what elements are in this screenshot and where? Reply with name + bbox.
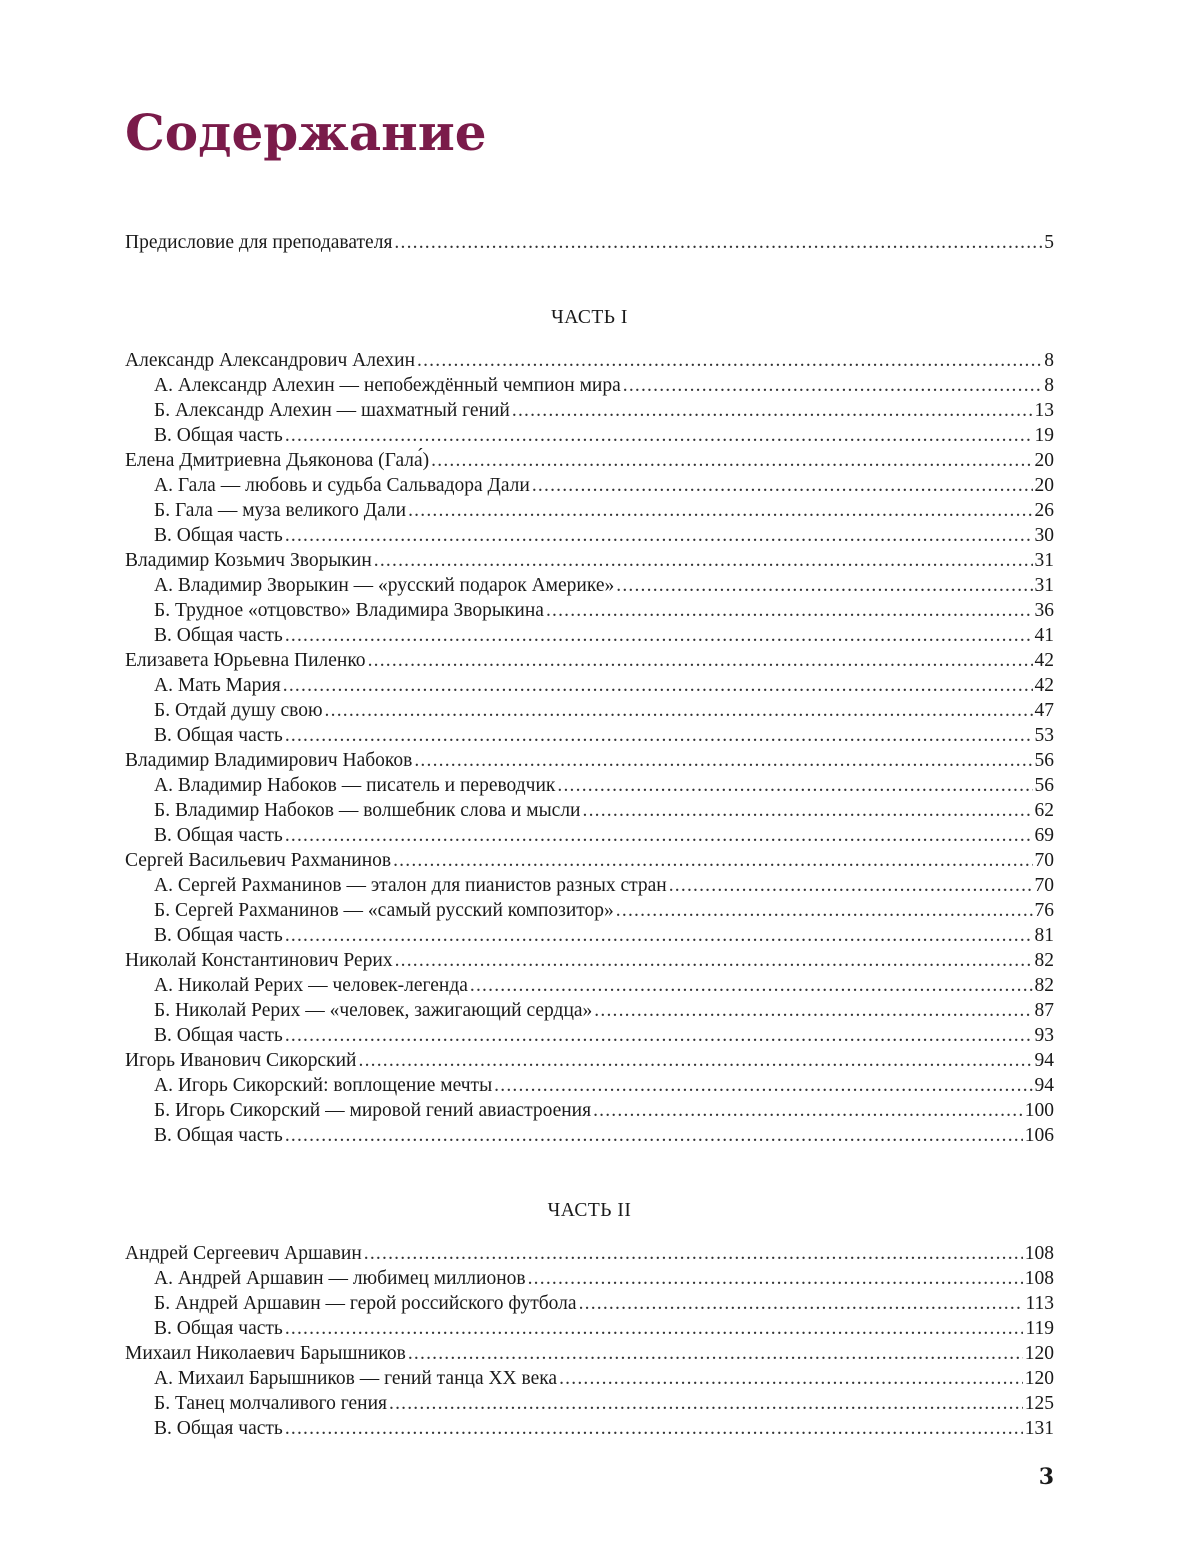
toc-entry[interactable] xyxy=(125,230,1054,255)
toc-entry-page: 31 xyxy=(1034,550,1054,571)
toc-leader-dots xyxy=(616,898,1033,923)
toc-subentry[interactable] xyxy=(125,823,1054,848)
toc-entry-label: Владимир Козьмич Зворыкин xyxy=(125,550,372,571)
toc-entry-label: Б. Владимир Набоков — волшебник слова и мысли xyxy=(154,800,581,821)
toc-leader-dots xyxy=(414,748,1032,773)
toc-entry[interactable] xyxy=(125,948,1054,973)
toc-entry-page: 106 xyxy=(1024,1125,1054,1146)
toc-leader-dots xyxy=(285,923,1033,948)
toc-entry-label: В. Общая часть xyxy=(154,725,283,746)
toc-entry-page: 30 xyxy=(1034,525,1054,546)
toc-entry-label: А. Александр Алехин — непобеждённый чемпион мира xyxy=(154,375,621,396)
part-2-heading: ЧАСТЬ II xyxy=(547,1200,632,1221)
toc-entry-label: А. Игорь Сикорский: воплощение мечты xyxy=(154,1075,493,1096)
toc-leader-dots xyxy=(359,1048,1033,1073)
toc-entry-label: Б. Отдай душу свою xyxy=(154,700,323,721)
toc-leader-dots xyxy=(431,448,1032,473)
toc-leader-dots xyxy=(285,423,1033,448)
toc-entry-label: Андрей Сергеевич Аршавин xyxy=(125,1243,362,1264)
toc-entry-label: В. Общая часть xyxy=(154,1418,283,1439)
toc-subentry[interactable] xyxy=(125,1123,1054,1148)
toc-entry-page: 42 xyxy=(1034,650,1054,671)
toc-entry[interactable] xyxy=(125,448,1054,473)
toc-leader-dots xyxy=(394,230,1042,255)
toc-leader-dots xyxy=(579,1291,1024,1316)
toc-entry-label: Александр Александрович Алехин xyxy=(125,350,416,371)
toc-entry-page: 20 xyxy=(1034,475,1054,496)
toc-entry-page: 42 xyxy=(1034,675,1054,696)
page-number: 3 xyxy=(1038,1464,1054,1490)
toc-leader-dots xyxy=(528,1266,1023,1291)
toc-leader-dots xyxy=(395,948,1033,973)
toc-leader-dots xyxy=(285,1316,1024,1341)
toc-entry-label: В. Общая часть xyxy=(154,1025,283,1046)
toc-subentry[interactable] xyxy=(125,698,1054,723)
toc-entry-page: 131 xyxy=(1024,1418,1054,1439)
toc-leader-dots xyxy=(557,773,1032,798)
toc-entry-page: 19 xyxy=(1034,425,1054,446)
toc-subentry[interactable] xyxy=(125,573,1054,598)
toc-entry-label: Б. Танец молчаливого гения xyxy=(154,1393,387,1414)
toc-entry-label: В. Общая часть xyxy=(154,625,283,646)
toc-leader-dots xyxy=(285,723,1033,748)
toc-entry-page: 70 xyxy=(1034,850,1054,871)
toc-subentry[interactable] xyxy=(125,1416,1054,1441)
toc-entry-label: Елена Дмитриевна Дьяконова (Гала́) xyxy=(125,450,430,471)
toc-entry-label: А. Сергей Рахманинов — эталон для пианистов разных стран xyxy=(154,875,667,896)
part-2-toc-list xyxy=(125,1241,1054,1441)
toc-entry-label: Елизавета Юрьевна Пиленко xyxy=(125,650,366,671)
toc-subentry[interactable] xyxy=(125,373,1054,398)
toc-subentry[interactable] xyxy=(125,1366,1054,1391)
toc-entry-page: 41 xyxy=(1034,625,1054,646)
page-title: Содержание xyxy=(125,103,487,162)
toc-entry-page: 94 xyxy=(1034,1075,1054,1096)
toc-leader-dots xyxy=(669,873,1033,898)
toc-leader-dots xyxy=(512,398,1033,423)
toc-subentry[interactable] xyxy=(125,523,1054,548)
toc-entry-page: 87 xyxy=(1034,1000,1054,1021)
toc-leader-dots xyxy=(559,1366,1023,1391)
toc-entry-label: Б. Трудное «отцовство» Владимира Зворыкина xyxy=(154,600,544,621)
toc-leader-dots xyxy=(325,698,1033,723)
toc-entry-page: 5 xyxy=(1044,232,1054,253)
toc-entry-page: 120 xyxy=(1024,1343,1054,1364)
toc-subentry[interactable] xyxy=(125,1098,1054,1123)
toc-entry-page: 108 xyxy=(1024,1243,1054,1264)
toc-entry-page: 82 xyxy=(1034,975,1054,996)
toc-entry-page: 70 xyxy=(1034,875,1054,896)
toc-leader-dots xyxy=(616,573,1032,598)
toc-leader-dots xyxy=(417,348,1042,373)
toc-subentry[interactable] xyxy=(125,423,1054,448)
toc-leader-dots xyxy=(389,1391,1023,1416)
toc-entry[interactable] xyxy=(125,548,1054,573)
toc-subentry[interactable] xyxy=(125,623,1054,648)
toc-leader-dots xyxy=(583,798,1033,823)
toc-entry-label: В. Общая часть xyxy=(154,925,283,946)
toc-entry-label: Б. Николай Рерих — «человек, зажигающий сердца» xyxy=(154,1000,593,1021)
toc-entry-label: Владимир Владимирович Набоков xyxy=(125,750,413,771)
part-1-toc-list xyxy=(125,348,1054,1148)
toc-subentry[interactable] xyxy=(125,473,1054,498)
toc-entry-label: Б. Игорь Сикорский — мировой гений авиастроения xyxy=(154,1100,592,1121)
toc-leader-dots xyxy=(408,1341,1023,1366)
toc-leader-dots xyxy=(623,373,1043,398)
toc-entry[interactable] xyxy=(125,1341,1054,1366)
toc-leader-dots xyxy=(285,823,1033,848)
toc-leader-dots xyxy=(393,848,1032,873)
toc-entry[interactable] xyxy=(125,1241,1054,1266)
toc-entry-label: А. Михаил Барышников — гений танца XX века xyxy=(154,1368,558,1389)
toc-leader-dots xyxy=(285,1023,1033,1048)
toc-subentry[interactable] xyxy=(125,873,1054,898)
toc-entry-label: А. Мать Мария xyxy=(154,675,281,696)
toc-entry-label: Игорь Иванович Сикорский xyxy=(125,1050,357,1071)
toc-leader-dots xyxy=(364,1241,1023,1266)
toc-entry-label: В. Общая часть xyxy=(154,425,283,446)
toc-entry-page: 62 xyxy=(1034,800,1054,821)
toc-entry-page: 26 xyxy=(1034,500,1054,521)
toc-entry-page: 31 xyxy=(1034,575,1054,596)
toc-leader-dots xyxy=(470,973,1033,998)
toc-subentry[interactable] xyxy=(125,973,1054,998)
toc-entry-page: 56 xyxy=(1034,750,1054,771)
toc-subentry[interactable] xyxy=(125,798,1054,823)
toc-entry[interactable] xyxy=(125,1048,1054,1073)
toc-subentry[interactable] xyxy=(125,1316,1054,1341)
toc-entry-page: 20 xyxy=(1034,450,1054,471)
toc-subentry[interactable] xyxy=(125,998,1054,1023)
toc-entry-page: 8 xyxy=(1044,350,1054,371)
toc-entry-label: Б. Гала — муза великого Дали xyxy=(154,500,407,521)
toc-entry-page: 53 xyxy=(1034,725,1054,746)
toc-entry-page: 113 xyxy=(1025,1293,1054,1314)
toc-leader-dots xyxy=(285,1123,1023,1148)
toc-subentry[interactable] xyxy=(125,1291,1054,1316)
toc-entry-page: 13 xyxy=(1034,400,1054,421)
toc-entry-page: 81 xyxy=(1034,925,1054,946)
toc-subentry[interactable] xyxy=(125,673,1054,698)
toc-entry-label: А. Николай Рерих — человек-легенда xyxy=(154,975,468,996)
toc-entry[interactable] xyxy=(125,848,1054,873)
toc-entry-label: А. Гала — любовь и судьба Сальвадора Дали xyxy=(154,475,530,496)
toc-entry[interactable] xyxy=(125,648,1054,673)
toc-entry-label: В. Общая часть xyxy=(154,1125,283,1146)
toc-entry-page: 125 xyxy=(1024,1393,1054,1414)
toc-subentry[interactable] xyxy=(125,1023,1054,1048)
toc-subentry[interactable] xyxy=(125,723,1054,748)
toc-subentry[interactable] xyxy=(125,1073,1054,1098)
toc-leader-dots xyxy=(285,523,1033,548)
toc-entry-label: Сергей Васильевич Рахманинов xyxy=(125,850,392,871)
toc-entry-label: Б. Андрей Аршавин — герой российского футбола xyxy=(154,1293,577,1314)
toc-leader-dots xyxy=(593,1098,1023,1123)
toc-subentry[interactable] xyxy=(125,1391,1054,1416)
toc-entry-page: 93 xyxy=(1034,1025,1054,1046)
preface-entry xyxy=(125,230,1054,255)
toc-entry-label: Предисловие для преподавателя xyxy=(125,232,393,253)
toc-entry-page: 94 xyxy=(1034,1050,1054,1071)
toc-entry-label: А. Владимир Зворыкин — «русский подарок Америке» xyxy=(154,575,615,596)
toc-entry-label: А. Владимир Набоков — писатель и переводчик xyxy=(154,775,556,796)
toc-subentry[interactable] xyxy=(125,773,1054,798)
toc-entry-page: 69 xyxy=(1034,825,1054,846)
toc-entry-page: 36 xyxy=(1034,600,1054,621)
toc-entry-page: 100 xyxy=(1024,1100,1054,1121)
toc-entry-page: 8 xyxy=(1044,375,1054,396)
toc-entry-label: В. Общая часть xyxy=(154,825,283,846)
toc-entry-page: 47 xyxy=(1034,700,1054,721)
toc-leader-dots xyxy=(408,498,1032,523)
toc-leader-dots xyxy=(285,1416,1023,1441)
toc-leader-dots xyxy=(594,998,1032,1023)
toc-subentry[interactable] xyxy=(125,898,1054,923)
toc-entry-label: Б. Сергей Рахманинов — «самый русский композитор» xyxy=(154,900,614,921)
toc-entry-page: 119 xyxy=(1025,1318,1054,1339)
toc-entry[interactable] xyxy=(125,348,1054,373)
toc-leader-dots xyxy=(283,673,1033,698)
toc-entry-label: А. Андрей Аршавин — любимец миллионов xyxy=(154,1268,526,1289)
toc-leader-dots xyxy=(494,1073,1032,1098)
toc-entry-label: Михаил Николаевич Барышников xyxy=(125,1343,406,1364)
toc-entry-page: 82 xyxy=(1034,950,1054,971)
toc-subentry[interactable] xyxy=(125,598,1054,623)
toc-subentry[interactable] xyxy=(125,398,1054,423)
toc-entry-page: 108 xyxy=(1024,1268,1054,1289)
toc-leader-dots xyxy=(374,548,1033,573)
toc-entry-page: 76 xyxy=(1034,900,1054,921)
toc-subentry[interactable] xyxy=(125,1266,1054,1291)
toc-entry-label: Николай Константинович Рерих xyxy=(125,950,393,971)
toc-leader-dots xyxy=(532,473,1033,498)
toc-entry[interactable] xyxy=(125,748,1054,773)
toc-leader-dots xyxy=(546,598,1033,623)
toc-subentry[interactable] xyxy=(125,923,1054,948)
toc-entry-label: В. Общая часть xyxy=(154,525,283,546)
toc-entry-page: 120 xyxy=(1024,1368,1054,1389)
toc-subentry[interactable] xyxy=(125,498,1054,523)
toc-leader-dots xyxy=(368,648,1033,673)
toc-entry-page: 56 xyxy=(1034,775,1054,796)
toc-entry-label: Б. Александр Алехин — шахматный гений xyxy=(154,400,510,421)
toc-entry-label: В. Общая часть xyxy=(154,1318,283,1339)
part-1-heading: ЧАСТЬ I xyxy=(551,307,628,328)
toc-leader-dots xyxy=(285,623,1033,648)
